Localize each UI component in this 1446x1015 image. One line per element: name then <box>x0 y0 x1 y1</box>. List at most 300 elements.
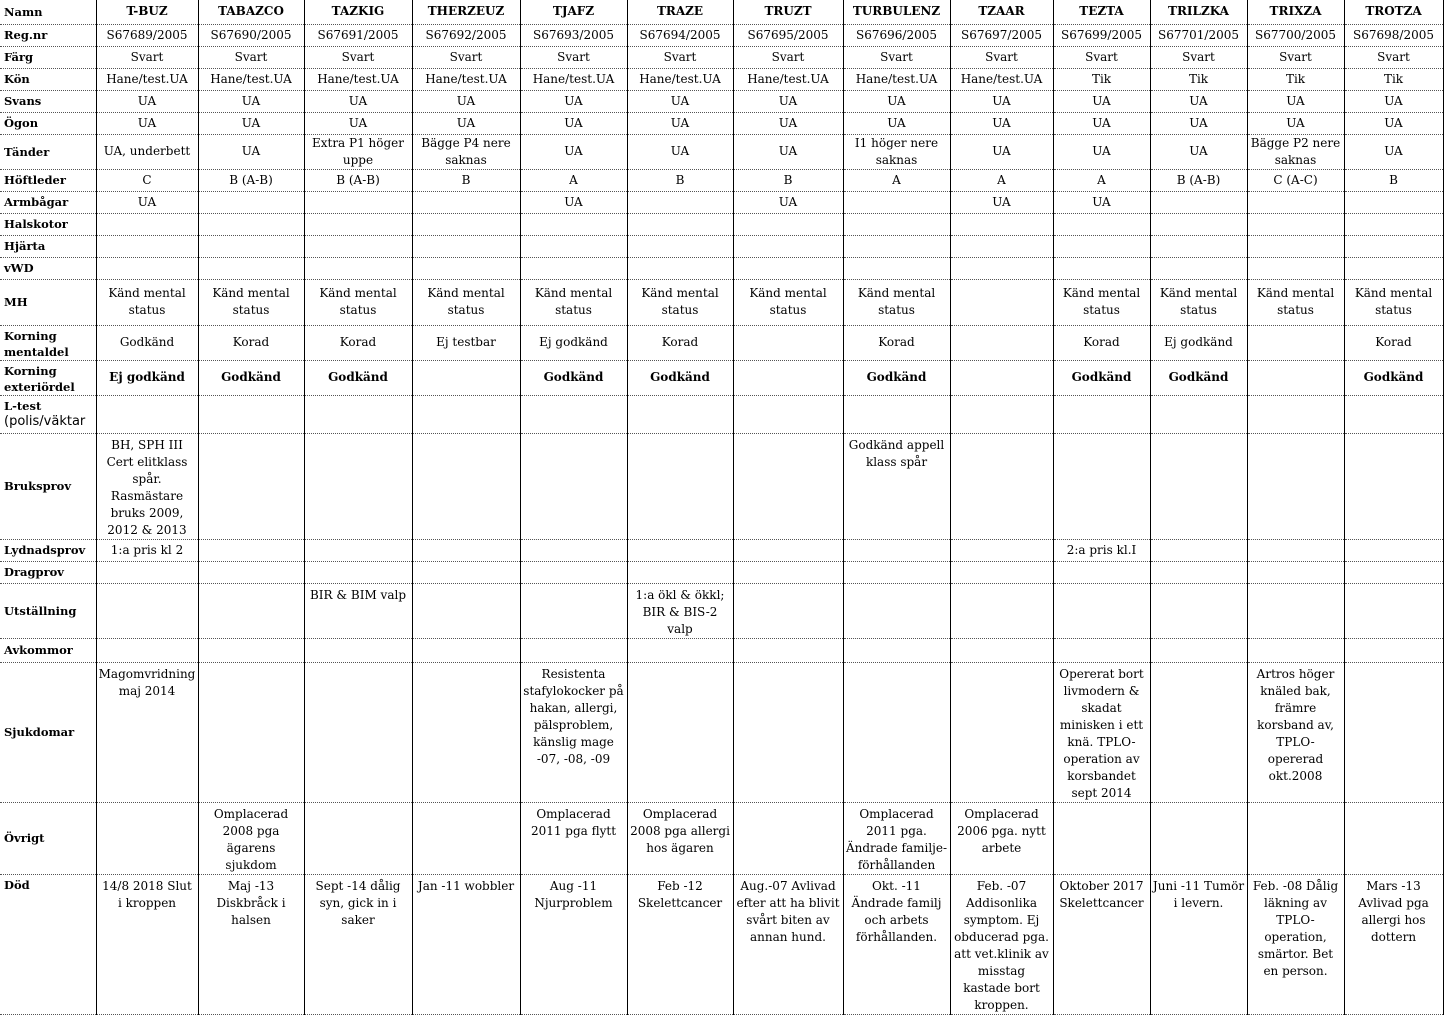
cell-avkommor-tjafz <box>520 638 627 662</box>
row-korning-mentaldel <box>0 325 1443 360</box>
dog-name-tzaar: TZAAR <box>950 0 1053 24</box>
cell-lydnadsprov-therzeuz <box>412 539 520 561</box>
cell-armbagar-truzt: UA <box>733 191 843 213</box>
dog-name-traze: TRAZE <box>627 0 733 24</box>
cell-svans-turbulenz: UA <box>843 90 950 112</box>
cell-lydnadsprov-t-buz: 1:a pris kl 2 <box>96 539 198 561</box>
cell-avkommor-therzeuz <box>412 638 520 662</box>
cell-mh-trotza: Känd mental status <box>1344 279 1443 325</box>
row-label-text: Utställning <box>4 603 77 618</box>
cell-sjukdomar-traze <box>627 662 733 802</box>
dog-name-trotza: TROTZA <box>1344 0 1443 24</box>
cell-sjukdomar-trotza <box>1344 662 1443 802</box>
cell-kon-tjafz: Hane/test.UA <box>520 68 627 90</box>
cell-hjarta-trotza <box>1344 235 1443 257</box>
cell-bruksprov-t-buz: BH, SPH III Cert elitklass spår. Rasmästare bruks 2009, 2012 & 2013 <box>96 433 198 539</box>
cell-tander-tazkig: Extra P1 höger uppe <box>304 134 412 169</box>
cell-utstallning-trilzka <box>1150 583 1247 638</box>
cell-tander-therzeuz: Bägge P4 nere saknas <box>412 134 520 169</box>
dog-name-trixza: TRIXZA <box>1247 0 1344 24</box>
cell-hjarta-tjafz <box>520 235 627 257</box>
cell-l-test-trilzka <box>1150 395 1247 433</box>
cell-dod-tezta: Oktober 2017 Skelettcancer <box>1053 874 1150 1014</box>
cell-svans-tezta: UA <box>1053 90 1150 112</box>
cell-kon-tzaar: Hane/test.UA <box>950 68 1053 90</box>
cell-korning-exteriordel-t-buz: Ej godkänd <box>96 360 198 395</box>
cell-sjukdomar-trixza: Artros höger knäled bak, främre korsband av, TPLO-opererad okt.2008 <box>1247 662 1344 802</box>
row-farg <box>0 46 1443 68</box>
row-label-reg-nr <box>0 24 96 46</box>
cell-hoftleder-therzeuz: B <box>412 169 520 191</box>
cell-avkommor-truzt <box>733 638 843 662</box>
cell-dragprov-tjafz <box>520 561 627 583</box>
cell-vwd-tabazco <box>198 257 304 279</box>
cell-vwd-trotza <box>1344 257 1443 279</box>
row-reg-nr <box>0 24 1443 46</box>
cell-utstallning-truzt <box>733 583 843 638</box>
cell-bruksprov-turbulenz: Godkänd appell klass spår <box>843 433 950 539</box>
cell-armbagar-turbulenz <box>843 191 950 213</box>
cell-dod-trixza: Feb. -08 Dålig läkning av TPLO-operation, smärtor. Bet en person. <box>1247 874 1344 1014</box>
cell-dragprov-therzeuz <box>412 561 520 583</box>
cell-ogon-tabazco: UA <box>198 112 304 134</box>
cell-bruksprov-truzt <box>733 433 843 539</box>
cell-l-test-traze <box>627 395 733 433</box>
cell-mh-trixza: Känd mental status <box>1247 279 1344 325</box>
cell-utstallning-trotza <box>1344 583 1443 638</box>
row-label-extra: (polis/väktar <box>4 413 86 429</box>
cell-korning-exteriordel-trixza <box>1247 360 1344 395</box>
cell-hjarta-tazkig <box>304 235 412 257</box>
cell-utstallning-therzeuz <box>412 583 520 638</box>
cell-korning-exteriordel-tezta: Godkänd <box>1053 360 1150 395</box>
cell-bruksprov-trilzka <box>1150 433 1247 539</box>
row-label-korning-exteriordel <box>0 360 96 395</box>
cell-vwd-truzt <box>733 257 843 279</box>
cell-mh-traze: Känd mental status <box>627 279 733 325</box>
cell-ovrigt-tjafz: Omplacerad 2011 pga flytt <box>520 802 627 874</box>
cell-ovrigt-t-buz <box>96 802 198 874</box>
row-label-text: L-test <box>4 398 42 413</box>
cell-dragprov-trotza <box>1344 561 1443 583</box>
cell-armbagar-t-buz: UA <box>96 191 198 213</box>
dog-name-tabazco: TABAZCO <box>198 0 304 24</box>
row-dod <box>0 874 1443 1014</box>
cell-bruksprov-trotza <box>1344 433 1443 539</box>
row-label-text: Tänder <box>4 144 50 159</box>
row-label-text: vWD <box>4 261 34 275</box>
cell-utstallning-t-buz <box>96 583 198 638</box>
cell-korning-mentaldel-traze: Korad <box>627 325 733 360</box>
cell-sjukdomar-tzaar <box>950 662 1053 802</box>
cell-dod-tabazco: Maj -13 Diskbråck i halsen <box>198 874 304 1014</box>
cell-ovrigt-truzt <box>733 802 843 874</box>
cell-mh-truzt: Känd mental status <box>733 279 843 325</box>
cell-ovrigt-traze: Omplacerad 2008 pga allergi hos ägaren <box>627 802 733 874</box>
cell-dod-tazkig: Sept -14 dålig syn, gick in i saker <box>304 874 412 1014</box>
cell-avkommor-turbulenz <box>843 638 950 662</box>
dog-name-turbulenz: TURBULENZ <box>843 0 950 24</box>
cell-reg-nr-tezta: S67699/2005 <box>1053 24 1150 46</box>
cell-dragprov-t-buz <box>96 561 198 583</box>
cell-svans-tazkig: UA <box>304 90 412 112</box>
cell-dragprov-truzt <box>733 561 843 583</box>
row-label-bruksprov <box>0 433 96 539</box>
cell-sjukdomar-tazkig <box>304 662 412 802</box>
row-utstallning <box>0 583 1443 638</box>
row-label-text: Korning exteriördel <box>4 363 75 394</box>
cell-reg-nr-therzeuz: S67692/2005 <box>412 24 520 46</box>
row-korning-exteriordel <box>0 360 1443 395</box>
row-label-vwd <box>0 257 96 279</box>
row-label-text: Övrigt <box>4 831 45 845</box>
row-label-mh <box>0 279 96 325</box>
cell-ogon-tezta: UA <box>1053 112 1150 134</box>
row-lydnadsprov <box>0 539 1443 561</box>
row-label-dod <box>0 874 96 1014</box>
cell-mh-t-buz: Känd mental status <box>96 279 198 325</box>
cell-bruksprov-tazkig <box>304 433 412 539</box>
cell-korning-mentaldel-tazkig: Korad <box>304 325 412 360</box>
cell-korning-exteriordel-trotza: Godkänd <box>1344 360 1443 395</box>
cell-utstallning-tazkig: BIR & BIM valp <box>304 583 412 638</box>
cell-utstallning-tzaar <box>950 583 1053 638</box>
cell-hoftleder-trilzka: B (A-B) <box>1150 169 1247 191</box>
cell-vwd-trilzka <box>1150 257 1247 279</box>
cell-dragprov-tabazco <box>198 561 304 583</box>
cell-hjarta-therzeuz <box>412 235 520 257</box>
cell-halskotor-tezta <box>1053 213 1150 235</box>
cell-reg-nr-tzaar: S67697/2005 <box>950 24 1053 46</box>
cell-farg-tzaar: Svart <box>950 46 1053 68</box>
cell-armbagar-therzeuz <box>412 191 520 213</box>
cell-bruksprov-tjafz <box>520 433 627 539</box>
row-label-sjukdomar <box>0 662 96 802</box>
cell-svans-therzeuz: UA <box>412 90 520 112</box>
cell-hjarta-t-buz <box>96 235 198 257</box>
cell-avkommor-trotza <box>1344 638 1443 662</box>
row-label-hoftleder <box>0 169 96 191</box>
row-ovrigt <box>0 802 1443 874</box>
cell-lydnadsprov-traze <box>627 539 733 561</box>
cell-farg-therzeuz: Svart <box>412 46 520 68</box>
cell-kon-t-buz: Hane/test.UA <box>96 68 198 90</box>
cell-ogon-truzt: UA <box>733 112 843 134</box>
cell-hoftleder-tezta: A <box>1053 169 1150 191</box>
cell-ogon-trixza: UA <box>1247 112 1344 134</box>
cell-sjukdomar-tabazco <box>198 662 304 802</box>
cell-dod-trotza: Mars -13 Avlivad pga allergi hos dottern <box>1344 874 1443 1014</box>
dog-name-tezta: TEZTA <box>1053 0 1150 24</box>
cell-utstallning-turbulenz <box>843 583 950 638</box>
cell-kon-tazkig: Hane/test.UA <box>304 68 412 90</box>
cell-ovrigt-tabazco: Omplacerad 2008 pga ägarens sjukdom <box>198 802 304 874</box>
cell-l-test-truzt <box>733 395 843 433</box>
cell-reg-nr-trotza: S67698/2005 <box>1344 24 1443 46</box>
cell-halskotor-tabazco <box>198 213 304 235</box>
cell-mh-tjafz: Känd mental status <box>520 279 627 325</box>
row-label-ovrigt <box>0 802 96 874</box>
cell-dod-therzeuz: Jan -11 wobbler <box>412 874 520 1014</box>
cell-mh-tazkig: Känd mental status <box>304 279 412 325</box>
cell-vwd-therzeuz <box>412 257 520 279</box>
cell-korning-exteriordel-truzt <box>733 360 843 395</box>
cell-utstallning-tezta <box>1053 583 1150 638</box>
cell-l-test-tabazco <box>198 395 304 433</box>
cell-korning-exteriordel-tjafz: Godkänd <box>520 360 627 395</box>
cell-vwd-trixza <box>1247 257 1344 279</box>
row-label-text: Reg.nr <box>4 28 48 42</box>
cell-avkommor-t-buz <box>96 638 198 662</box>
dog-name-truzt: TRUZT <box>733 0 843 24</box>
row-mh <box>0 279 1443 325</box>
cell-halskotor-traze <box>627 213 733 235</box>
cell-mh-trilzka: Känd mental status <box>1150 279 1247 325</box>
header-label: Namn <box>0 0 96 24</box>
cell-svans-tabazco: UA <box>198 90 304 112</box>
cell-avkommor-traze <box>627 638 733 662</box>
cell-korning-exteriordel-tazkig: Godkänd <box>304 360 412 395</box>
row-label-lydnadsprov <box>0 539 96 561</box>
cell-korning-exteriordel-tzaar <box>950 360 1053 395</box>
cell-reg-nr-truzt: S67695/2005 <box>733 24 843 46</box>
cell-dragprov-tazkig <box>304 561 412 583</box>
cell-reg-nr-tjafz: S67693/2005 <box>520 24 627 46</box>
cell-armbagar-trixza <box>1247 191 1344 213</box>
cell-farg-trilzka: Svart <box>1150 46 1247 68</box>
cell-svans-trotza: UA <box>1344 90 1443 112</box>
cell-reg-nr-turbulenz: S67696/2005 <box>843 24 950 46</box>
cell-armbagar-tjafz: UA <box>520 191 627 213</box>
cell-kon-trotza: Tik <box>1344 68 1443 90</box>
cell-reg-nr-traze: S67694/2005 <box>627 24 733 46</box>
cell-mh-turbulenz: Känd mental status <box>843 279 950 325</box>
cell-svans-tzaar: UA <box>950 90 1053 112</box>
cell-hjarta-trilzka <box>1150 235 1247 257</box>
cell-hoftleder-traze: B <box>627 169 733 191</box>
cell-armbagar-trotza <box>1344 191 1443 213</box>
cell-kon-tezta: Tik <box>1053 68 1150 90</box>
row-label-ogon <box>0 112 96 134</box>
row-label-text: Dragprov <box>4 565 64 579</box>
row-label-tander <box>0 134 96 169</box>
row-label-halskotor <box>0 213 96 235</box>
cell-armbagar-traze <box>627 191 733 213</box>
row-label-text: MH <box>4 295 28 309</box>
cell-bruksprov-tezta <box>1053 433 1150 539</box>
cell-hjarta-tezta <box>1053 235 1150 257</box>
cell-korning-mentaldel-tjafz: Ej godkänd <box>520 325 627 360</box>
cell-bruksprov-tzaar <box>950 433 1053 539</box>
cell-sjukdomar-trilzka <box>1150 662 1247 802</box>
row-ogon <box>0 112 1443 134</box>
cell-l-test-tzaar <box>950 395 1053 433</box>
cell-halskotor-tazkig <box>304 213 412 235</box>
row-label-text: Sjukdomar <box>4 725 75 739</box>
row-label-text: Färg <box>4 50 34 64</box>
row-label-hjarta <box>0 235 96 257</box>
header-row <box>0 0 1443 24</box>
cell-avkommor-tzaar <box>950 638 1053 662</box>
row-label-avkommor <box>0 638 96 662</box>
cell-dragprov-trilzka <box>1150 561 1247 583</box>
cell-dod-tzaar: Feb. -07 Addisonlika symptom. Ej obducerad pga. att vet.klinik av misstag kastade bort kroppen. <box>950 874 1053 1014</box>
cell-dragprov-tezta <box>1053 561 1150 583</box>
row-label-dragprov <box>0 561 96 583</box>
cell-tander-trixza: Bägge P2 nere saknas <box>1247 134 1344 169</box>
cell-ogon-trilzka: UA <box>1150 112 1247 134</box>
row-hjarta <box>0 235 1443 257</box>
cell-lydnadsprov-tazkig <box>304 539 412 561</box>
row-halskotor <box>0 213 1443 235</box>
cell-halskotor-tzaar <box>950 213 1053 235</box>
row-label-korning-mentaldel <box>0 325 96 360</box>
cell-kon-traze: Hane/test.UA <box>627 68 733 90</box>
cell-svans-t-buz: UA <box>96 90 198 112</box>
cell-vwd-tazkig <box>304 257 412 279</box>
cell-l-test-turbulenz <box>843 395 950 433</box>
cell-dragprov-turbulenz <box>843 561 950 583</box>
cell-korning-exteriordel-turbulenz: Godkänd <box>843 360 950 395</box>
cell-bruksprov-tabazco <box>198 433 304 539</box>
cell-dod-truzt: Aug.-07 Avlivad efter att ha blivit svårt biten av annan hund. <box>733 874 843 1014</box>
cell-dragprov-tzaar <box>950 561 1053 583</box>
cell-ovrigt-therzeuz <box>412 802 520 874</box>
cell-dod-t-buz: 14/8 2018 Slut i kroppen <box>96 874 198 1014</box>
cell-l-test-t-buz <box>96 395 198 433</box>
cell-farg-tjafz: Svart <box>520 46 627 68</box>
cell-tander-tjafz: UA <box>520 134 627 169</box>
row-sjukdomar <box>0 662 1443 802</box>
cell-vwd-traze <box>627 257 733 279</box>
cell-lydnadsprov-tjafz <box>520 539 627 561</box>
cell-reg-nr-t-buz: S67689/2005 <box>96 24 198 46</box>
cell-armbagar-tzaar: UA <box>950 191 1053 213</box>
cell-bruksprov-therzeuz <box>412 433 520 539</box>
cell-dod-tjafz: Aug -11 Njurproblem <box>520 874 627 1014</box>
dog-name-t-buz: T-BUZ <box>96 0 198 24</box>
row-label-text: Bruksprov <box>4 479 72 493</box>
cell-sjukdomar-turbulenz <box>843 662 950 802</box>
cell-hoftleder-tabazco: B (A-B) <box>198 169 304 191</box>
cell-farg-tezta: Svart <box>1053 46 1150 68</box>
cell-tander-trilzka: UA <box>1150 134 1247 169</box>
cell-korning-mentaldel-tzaar <box>950 325 1053 360</box>
cell-l-test-tjafz <box>520 395 627 433</box>
cell-kon-tabazco: Hane/test.UA <box>198 68 304 90</box>
cell-ogon-tazkig: UA <box>304 112 412 134</box>
cell-korning-mentaldel-trilzka: Ej godkänd <box>1150 325 1247 360</box>
cell-korning-mentaldel-trotza: Korad <box>1344 325 1443 360</box>
row-label-farg <box>0 46 96 68</box>
cell-vwd-tjafz <box>520 257 627 279</box>
cell-tander-trotza: UA <box>1344 134 1443 169</box>
cell-halskotor-tjafz <box>520 213 627 235</box>
row-hoftleder <box>0 169 1443 191</box>
cell-sjukdomar-therzeuz <box>412 662 520 802</box>
cell-tander-truzt: UA <box>733 134 843 169</box>
cell-ogon-traze: UA <box>627 112 733 134</box>
cell-reg-nr-tabazco: S67690/2005 <box>198 24 304 46</box>
cell-halskotor-therzeuz <box>412 213 520 235</box>
cell-vwd-t-buz <box>96 257 198 279</box>
cell-korning-mentaldel-tabazco: Korad <box>198 325 304 360</box>
cell-halskotor-t-buz <box>96 213 198 235</box>
cell-l-test-tazkig <box>304 395 412 433</box>
cell-utstallning-tjafz <box>520 583 627 638</box>
cell-hjarta-trixza <box>1247 235 1344 257</box>
cell-ovrigt-turbulenz: Omplacerad 2011 pga. Ändrade familje-förhållanden <box>843 802 950 874</box>
cell-farg-trixza: Svart <box>1247 46 1344 68</box>
cell-hoftleder-truzt: B <box>733 169 843 191</box>
cell-tander-traze: UA <box>627 134 733 169</box>
cell-dragprov-trixza <box>1247 561 1344 583</box>
cell-korning-mentaldel-trixza <box>1247 325 1344 360</box>
cell-ovrigt-trilzka <box>1150 802 1247 874</box>
cell-mh-tabazco: Känd mental status <box>198 279 304 325</box>
row-label-text: Avkommor <box>4 643 73 657</box>
cell-halskotor-trotza <box>1344 213 1443 235</box>
cell-tander-t-buz: UA, underbett <box>96 134 198 169</box>
cell-korning-mentaldel-tezta: Korad <box>1053 325 1150 360</box>
cell-tander-tezta: UA <box>1053 134 1150 169</box>
cell-halskotor-truzt <box>733 213 843 235</box>
cell-kon-truzt: Hane/test.UA <box>733 68 843 90</box>
cell-lydnadsprov-trotza <box>1344 539 1443 561</box>
row-label-text: Halskotor <box>4 217 68 231</box>
cell-ogon-therzeuz: UA <box>412 112 520 134</box>
cell-mh-therzeuz: Känd mental status <box>412 279 520 325</box>
cell-tander-tabazco: UA <box>198 134 304 169</box>
cell-lydnadsprov-tabazco <box>198 539 304 561</box>
cell-l-test-tezta <box>1053 395 1150 433</box>
cell-ogon-t-buz: UA <box>96 112 198 134</box>
cell-vwd-tzaar <box>950 257 1053 279</box>
cell-korning-exteriordel-therzeuz <box>412 360 520 395</box>
cell-svans-traze: UA <box>627 90 733 112</box>
cell-lydnadsprov-tzaar <box>950 539 1053 561</box>
cell-kon-trixza: Tik <box>1247 68 1344 90</box>
cell-farg-tazkig: Svart <box>304 46 412 68</box>
cell-svans-truzt: UA <box>733 90 843 112</box>
row-label-text: Korning mentaldel <box>4 328 69 359</box>
cell-mh-tzaar <box>950 279 1053 325</box>
row-l-test <box>0 395 1443 433</box>
cell-armbagar-tazkig <box>304 191 412 213</box>
cell-hjarta-truzt <box>733 235 843 257</box>
row-label-text: Kön <box>4 72 30 86</box>
cell-avkommor-tazkig <box>304 638 412 662</box>
cell-lydnadsprov-truzt <box>733 539 843 561</box>
cell-lydnadsprov-trilzka <box>1150 539 1247 561</box>
row-armbagar <box>0 191 1443 213</box>
row-label-l-test <box>0 395 96 433</box>
cell-korning-mentaldel-therzeuz: Ej testbar <box>412 325 520 360</box>
cell-utstallning-traze: 1:a ökl & ökkl; BIR & BIS-2 valp <box>627 583 733 638</box>
row-label-text: Död <box>4 877 30 892</box>
row-tander <box>0 134 1443 169</box>
cell-dragprov-traze <box>627 561 733 583</box>
cell-hoftleder-tzaar: A <box>950 169 1053 191</box>
cell-reg-nr-tazkig: S67691/2005 <box>304 24 412 46</box>
cell-bruksprov-traze <box>627 433 733 539</box>
cell-reg-nr-trilzka: S67701/2005 <box>1150 24 1247 46</box>
cell-farg-traze: Svart <box>627 46 733 68</box>
cell-halskotor-trixza <box>1247 213 1344 235</box>
cell-vwd-tezta <box>1053 257 1150 279</box>
cell-ovrigt-trotza <box>1344 802 1443 874</box>
cell-ogon-tzaar: UA <box>950 112 1053 134</box>
